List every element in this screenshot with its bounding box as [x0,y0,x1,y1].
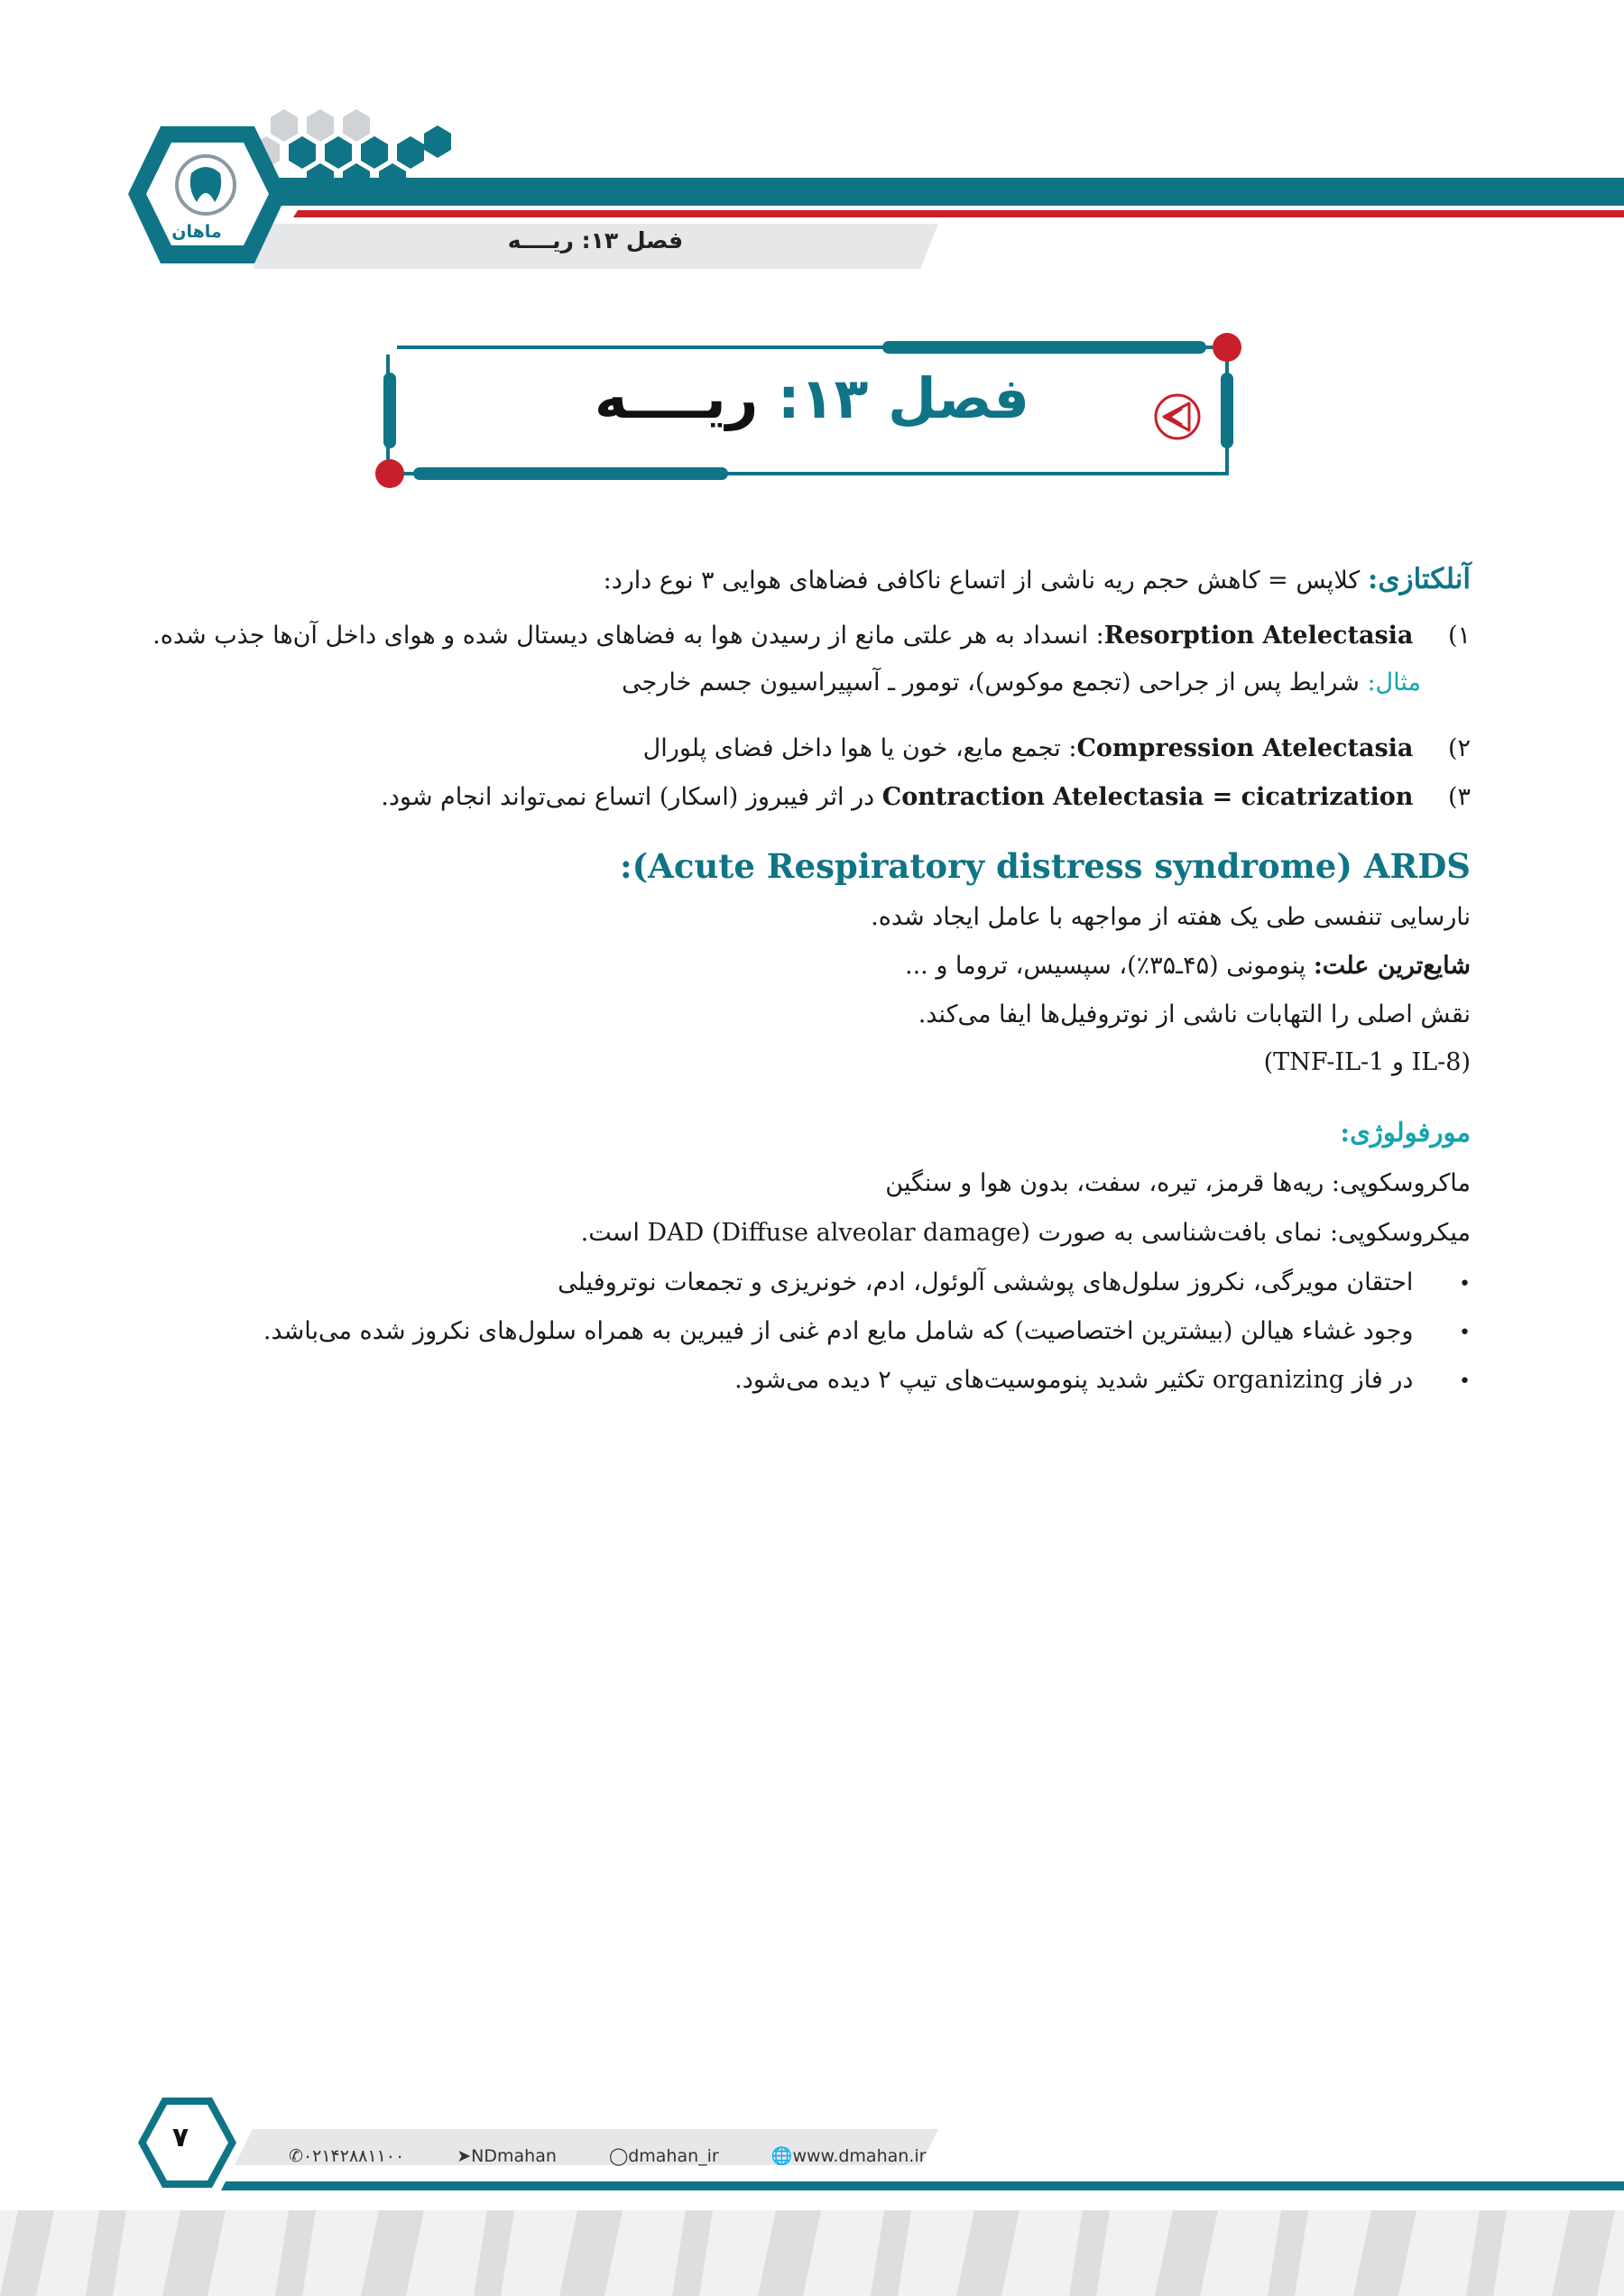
footer-instagram[interactable]: ◯dmahan_ir [608,2146,719,2166]
header-graphic [0,0,1624,289]
logo-text: ماهان [171,222,222,242]
running-chapter-title: فصل ۱۳: ریــــه [507,227,684,254]
footer-website[interactable]: 🌐www.dmahan.ir [770,2146,927,2166]
chapter-title [541,365,1083,431]
chapter-title-word: ریــــه [594,365,759,431]
term: Resorption Atelectasia [1103,622,1414,650]
example-label: مثال: [1367,669,1421,696]
list-item: • در فاز organizing تکثیر شدید پنوموسیت‌های تیپ ۲ دیده می‌شود. [734,1366,1471,1394]
list-item: • احتقان مویرگی، نکروز سلول‌های پوششی آلوئول، ادم، خونریزی و تجمعات نوتروفیلی [558,1268,1471,1296]
atelectasis-intro-text: کلاپس = کاهش حجم ریه ناشی از اتساع ناکافی فضاهای هوایی ۳ نوع دارد: [603,567,1361,595]
footer-telegram[interactable]: ➤NDmahan [457,2146,557,2166]
play-icon [1156,395,1199,438]
ards-line-4: (IL-8 و TNF-IL-1) [1263,1048,1471,1076]
list-item: ۳) Contraction Atelectasia = cicatrization در اثر فیبروز (اسکار) اتساع نمی‌تواند انجام شود. [381,783,1471,811]
footer-phone: ✆۰۲۱۴۲۸۸۱۱۰۰ [289,2146,405,2166]
term: Contraction Atelectasia = cicatrization [881,783,1414,811]
ards-cause [905,948,1471,984]
ards-heading: :(Acute Respiratory distress syndrome) ARDS [619,846,1471,886]
term: Compression Atelectasia [1076,734,1414,762]
atelectasis-intro [604,561,1471,599]
ards-line-1: نارسایی تنفسی طی یک هفته از مواجهه با عامل ایجاد شده. [871,903,1471,931]
microscopy-line: میکروسکوپی: نمای بافت‌شناسی به صورت DAD (Diffuse alveolar damage) است. [580,1219,1471,1247]
ards-line-3: نقش اصلی را التهابات ناشی از نوتروفیل‌ها ایفا می‌کند. [918,1000,1471,1028]
footer-graphic [0,2075,1624,2296]
morphology-heading: مورفولوژی: [1340,1117,1471,1148]
chapter-title-number: فصل ۱۳: [777,365,1030,431]
ards-cause-label: شایع‌ترین علت: [1313,952,1471,980]
example-line [622,665,1421,701]
footer-contacts [289,2145,973,2166]
macroscopy-line: ماکروسکوپی: ریه‌ها قرمز، تیره، سفت، بدون هوا و سنگین [885,1169,1471,1197]
list-item: ۱) Resorption Atelectasia: انسداد به هر علتی مانع از رسیدن هوا به فضاهای دیستال شده و هوای داخل آن‌ها جذب شده. [152,622,1471,650]
example-text: شرایط پس از جراحی (تجمع موکوس)، تومور ـ آسپیراسیون جسم خارجی [622,669,1360,696]
page-number: ۷ [171,2122,189,2153]
atelectasis-keyword: آنلکتازی: [1367,563,1471,595]
list-item: • وجود غشاء هیالن (بیشترین اختصاصیت) که شامل مایع ادم غنی از فیبرین به همراه سلول‌های نکروز شده می‌باشد. [263,1317,1471,1345]
ards-cause-text: پنومونی (۴۵ـ۳۵٪)، سپسیس، تروما و ... [904,952,1306,980]
list-item: ۲) Compression Atelectasia: تجمع مایع، خون یا هوا داخل فضای پلورال [642,734,1471,762]
